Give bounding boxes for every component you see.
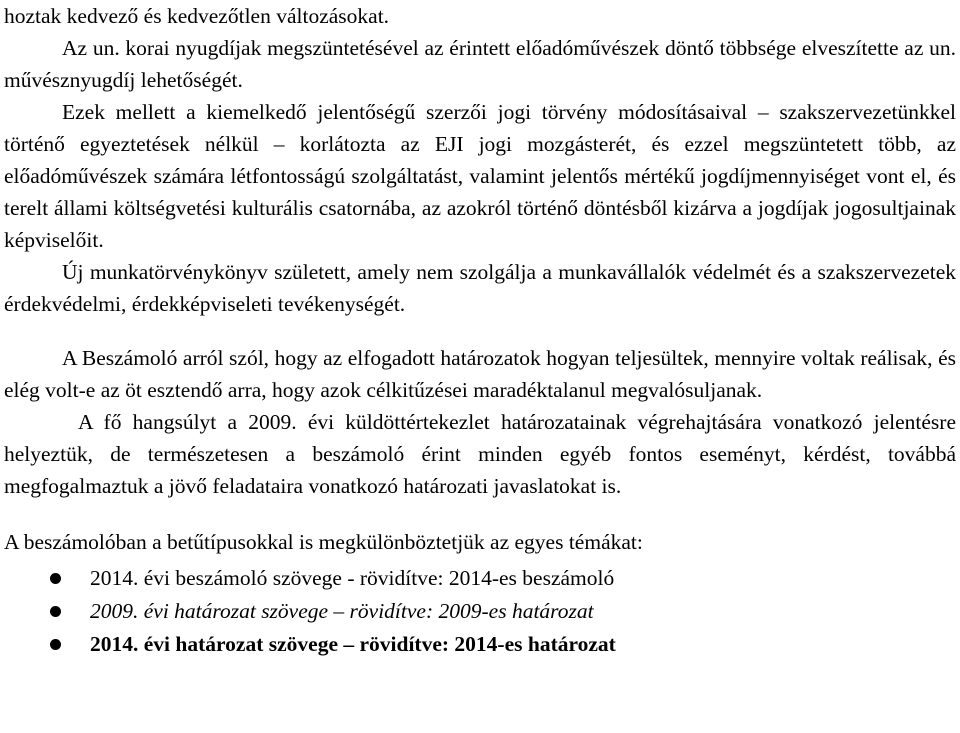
paragraph-continuation: hoztak kedvező és kedvezőtlen változásokat. <box>4 4 390 28</box>
paragraph-labour-code: Új munkatörvénykönyv született, amely nem szolgálja a munkavállalók védelmét és a szakszervezetek érdekvédelmi, érdekképviseleti tevékenységét. <box>4 260 956 316</box>
list-item-resolution-2014 <box>4 628 956 661</box>
paragraph-typography-intro: A beszámolóban a betűtípusokkal is megkülönböztetjük az egyes témákat: <box>4 530 643 554</box>
list-item-label: 2014. évi beszámoló szövege - rövidítve: 2014-es beszámoló <box>90 566 615 590</box>
list-item-report-2014 <box>4 562 956 595</box>
paragraph-early-pension: Az un. korai nyugdíjak megszüntetésével az érintett előadóművészek döntő többsége elveszítette az un. művésznyugdíj lehetőségét. <box>4 36 956 92</box>
typography-legend-list <box>4 562 956 661</box>
list-item-resolution-2009 <box>4 595 956 628</box>
paragraph-copyright-law: Ezek mellett a kiemelkedő jelentőségű szerzői jogi törvény módosításaival – szakszervezetünkkel történő egyeztetések nélkül – korlátozta az EJI jogi mozgásterét, és ezzel megszüntetett több, az előadóművészek számára létfontosságú szolgáltatást, valamint jelentős mértékű jogdíjmennyiséget vont el, és terelt állami költségvetési kulturális csatornába, az azokról történő döntésből kizárva a jogdíjak jogosultjainak képviselőit. <box>4 100 956 252</box>
bullet-icon <box>50 573 61 584</box>
bullet-icon <box>50 606 61 617</box>
paragraph-report-purpose: A Beszámoló arról szól, hogy az elfogadott határozatok hogyan teljesültek, mennyire voltak reálisak, és elég volt-e az öt esztendő arra, hogy azok célkitűzései maradéktalanul megvalósuljanak. <box>4 346 956 402</box>
bullet-icon <box>50 639 61 650</box>
paragraph-report-focus: A fő hangsúlyt a 2009. évi küldöttértekezlet határozatainak végrehajtására vonatkozó jelentésre helyeztük, de természetesen a beszámoló érint minden egyéb fontos eseményt, kérdést, továbbá megfogalmaztuk a jövő feladataira vonatkozó határozati javaslatokat is. <box>4 410 956 498</box>
list-item-label: 2009. évi határozat szövege – rövidítve: 2009-es határozat <box>90 599 594 623</box>
list-item-label: 2014. évi határozat szövege – rövidítve: 2014-es határozat <box>90 632 616 656</box>
